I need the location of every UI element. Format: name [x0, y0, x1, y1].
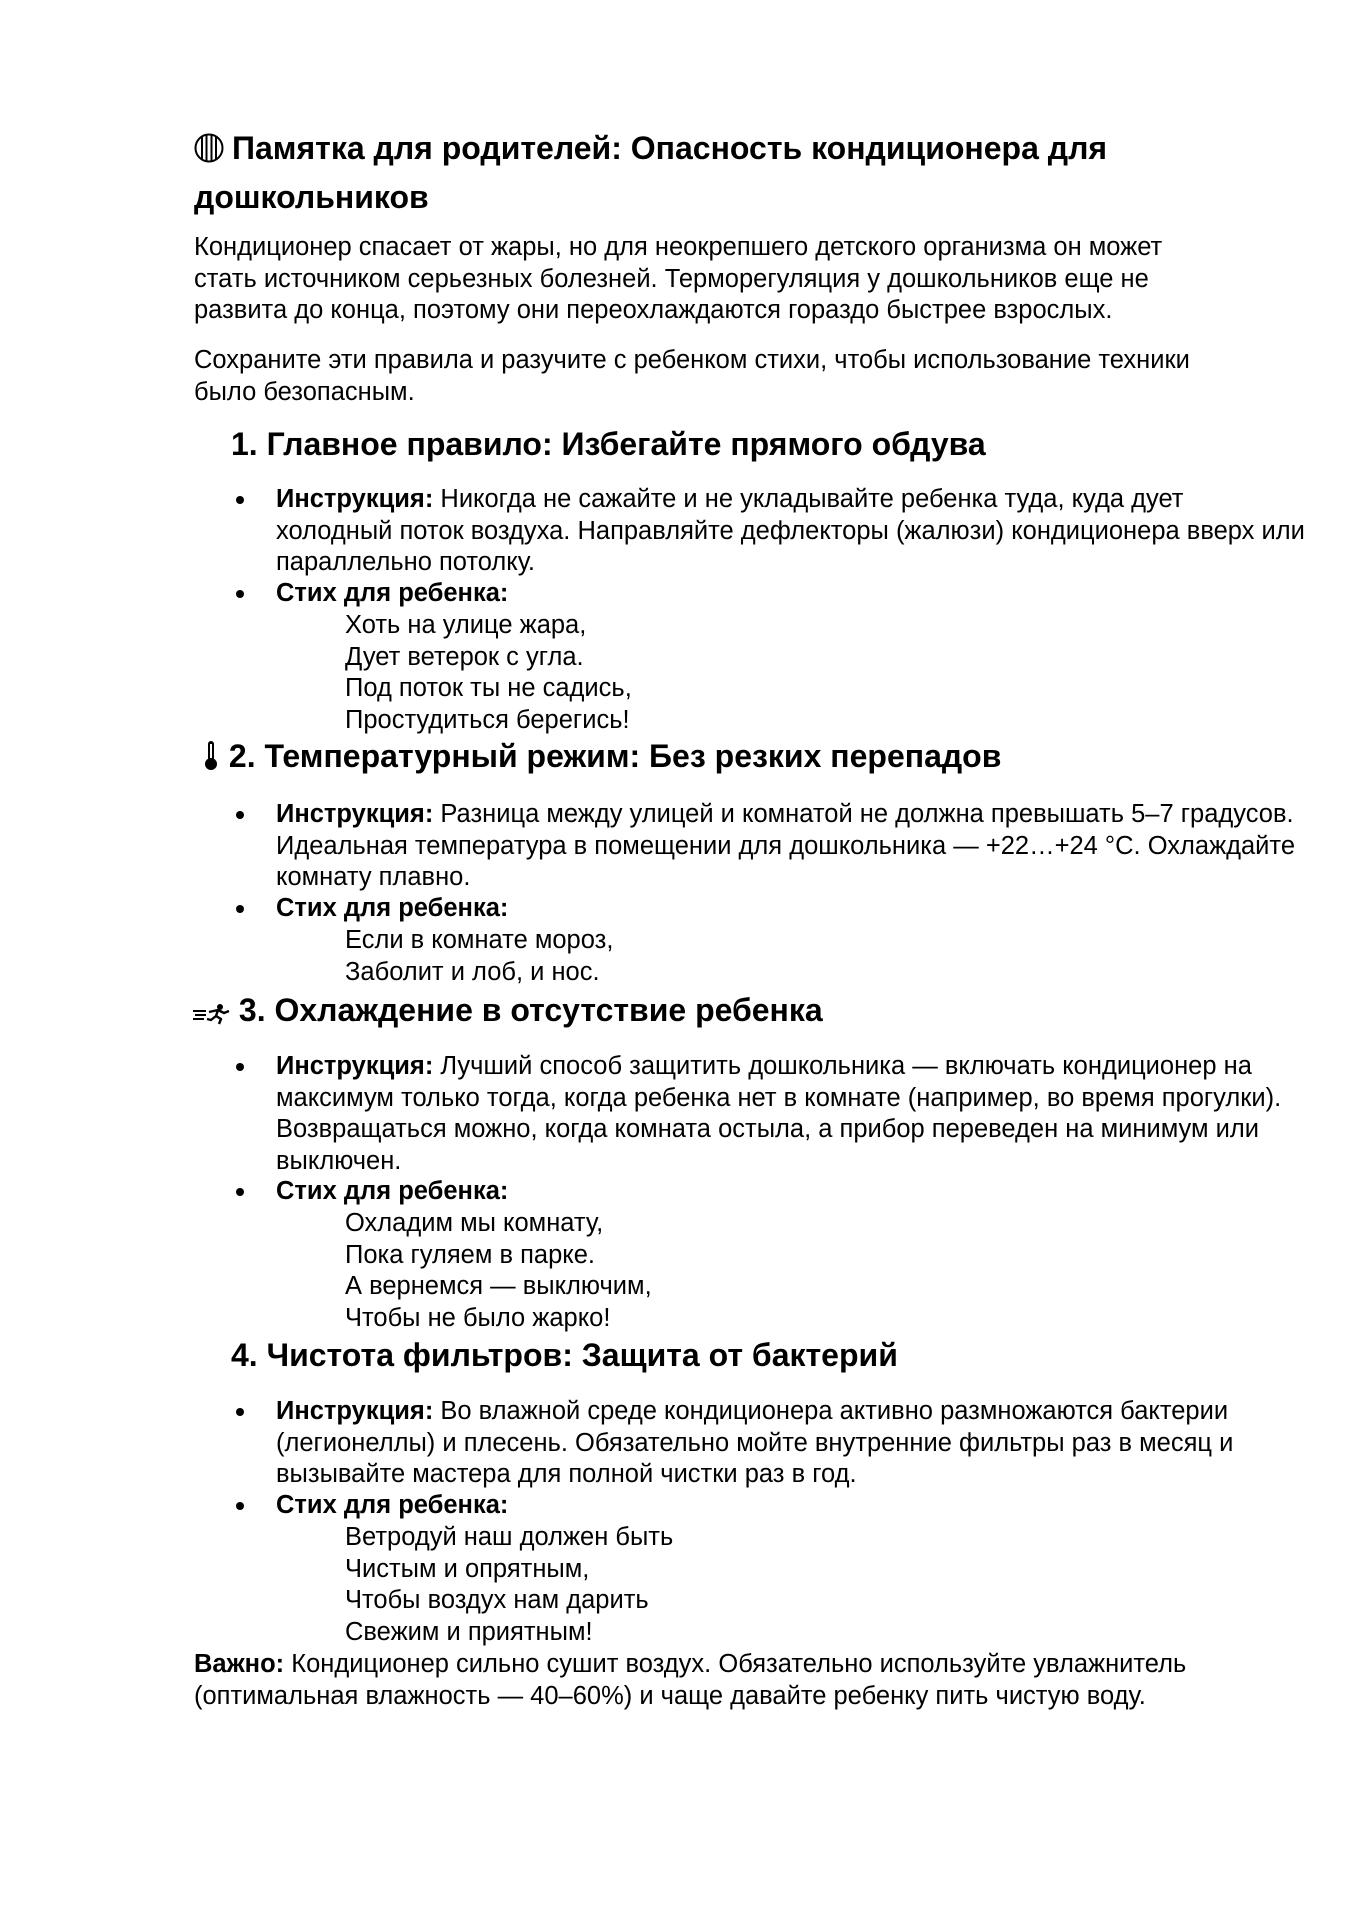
- important-note: [194, 1649, 1214, 1712]
- instruction-text: Во влажной среде кондиционера активно размножаются бактерии (легионеллы) и плесень. Обязательно мойте внутренние фильтры раз в месяц и вызывайте мастера для полной чистки раз в год.: [276, 1397, 1234, 1488]
- instruction-item: [276, 1051, 1306, 1177]
- intro-paragraph: Кондиционер спасает от жары, но для неокрепшего детского организма он может стать источником серьезных болезней. Терморегуляция у дошкольников еще не развита до конца, поэтому они переохлаждаются гораздо быстрее взрослых.: [194, 233, 1163, 324]
- bullet-icon: [236, 811, 244, 819]
- instruction-item: [276, 484, 1306, 579]
- poem-item: [276, 578, 1306, 610]
- important-text: Кондиционер сильно сушит воздух. Обязательно используйте увлажнитель (оптимальная влажность — 40–60%) и чаще давайте ребенку пить чистую воду.: [194, 1650, 1187, 1710]
- intro-paragraph: Сохраните эти правила и разучите с ребенком стихи, чтобы использование техники было безопасным.: [194, 346, 1190, 406]
- walking-person-icon: [192, 994, 230, 1034]
- poem-line: Свежим и приятным!: [345, 1617, 593, 1646]
- instruction-text: Лучший способ защитить дошкольника — включать кондиционер на максимум только тогда, когда ребенка нет в комнате (например, во время прогулки). Возвращаться можно, когда комната остыла, а прибор переведен на минимум или выключен.: [276, 1052, 1282, 1175]
- important-label: Важно:: [194, 1650, 285, 1678]
- section-heading-text: 2. Температурный режим: Без резких перепадов: [228, 738, 1002, 774]
- poem: [345, 1208, 652, 1334]
- poem-item: [276, 893, 1306, 925]
- poem-line: Чтобы не было жарко!: [345, 1303, 611, 1332]
- poem-line: Охладим мы комнату,: [345, 1209, 604, 1237]
- instruction-text: Никогда не сажайте и не укладывайте ребенка туда, куда дует холодный поток воздуха. Направляйте дефлекторы (жалюзи) кондиционера вверх или параллельно потолку.: [276, 485, 1305, 576]
- instruction-item: [276, 799, 1306, 894]
- poem-label: Стих для ребенка:: [276, 1491, 509, 1519]
- bullet-icon: [236, 496, 244, 504]
- poem-line: А вернемся — выключим,: [345, 1272, 652, 1300]
- bullet-icon: [236, 1408, 244, 1416]
- bullet-icon: [236, 1063, 244, 1071]
- poem-line: Заболит и лоб, и нос.: [345, 957, 600, 986]
- poem: [345, 610, 632, 736]
- section-heading: 1. Главное правило: Избегайте прямого обдува: [231, 426, 986, 462]
- instruction-label: Инструкция:: [276, 1397, 434, 1425]
- poem-item: [276, 1176, 1306, 1208]
- poem-line: Чистым и опрятным,: [345, 1554, 590, 1583]
- page-title-text: Памятка для родителей: Опасность кондиционера для дошкольников: [194, 130, 1108, 215]
- poem-line: Под поток ты не садись,: [345, 674, 632, 702]
- round-grid-icon: [194, 130, 224, 175]
- section-heading: 4. Чистота фильтров: Защита от бактерий: [231, 1337, 898, 1373]
- bullet-icon: [236, 905, 244, 913]
- bullet-icon: [236, 1502, 244, 1510]
- instruction-label: Инструкция:: [276, 485, 434, 513]
- poem: [345, 1522, 673, 1648]
- poem-item: [276, 1490, 1306, 1522]
- instruction-label: Инструкция:: [276, 800, 434, 828]
- poem-line: Хоть на улице жара,: [345, 611, 587, 639]
- poem-line: Дует ветерок с угла.: [345, 642, 584, 671]
- poem-label: Стих для ребенка:: [276, 579, 509, 607]
- poem-line: Чтобы воздух нам дарить: [345, 1586, 649, 1614]
- poem-line: Простудиться берегись!: [345, 705, 630, 734]
- poem-label: Стих для ребенка:: [276, 894, 509, 922]
- section-heading-text: 3. Охлаждение в отсутствие ребенка: [238, 992, 823, 1028]
- instruction-text: Разница между улицей и комнатой не должна превышать 5–7 градусов. Идеальная температура в помещении для дошкольника — +22…+24 °C. Охлаждайте комнату плавно.: [276, 800, 1296, 891]
- bullet-icon: [236, 1188, 244, 1196]
- bullet-icon: [236, 590, 244, 598]
- section-heading: [202, 736, 1001, 780]
- poem: [345, 925, 613, 988]
- poem-line: Пока гуляем в парке.: [345, 1240, 595, 1269]
- instruction-label: Инструкция:: [276, 1052, 434, 1080]
- thermometer-icon: [202, 739, 220, 780]
- section-heading: [192, 990, 823, 1034]
- poem-line: Ветродуй наш должен быть: [345, 1523, 674, 1551]
- instruction-item: [276, 1396, 1306, 1491]
- page-title: [194, 126, 1194, 220]
- poem-label: Стих для ребенка:: [276, 1177, 509, 1205]
- poem-line: Если в комнате мороз,: [345, 926, 614, 954]
